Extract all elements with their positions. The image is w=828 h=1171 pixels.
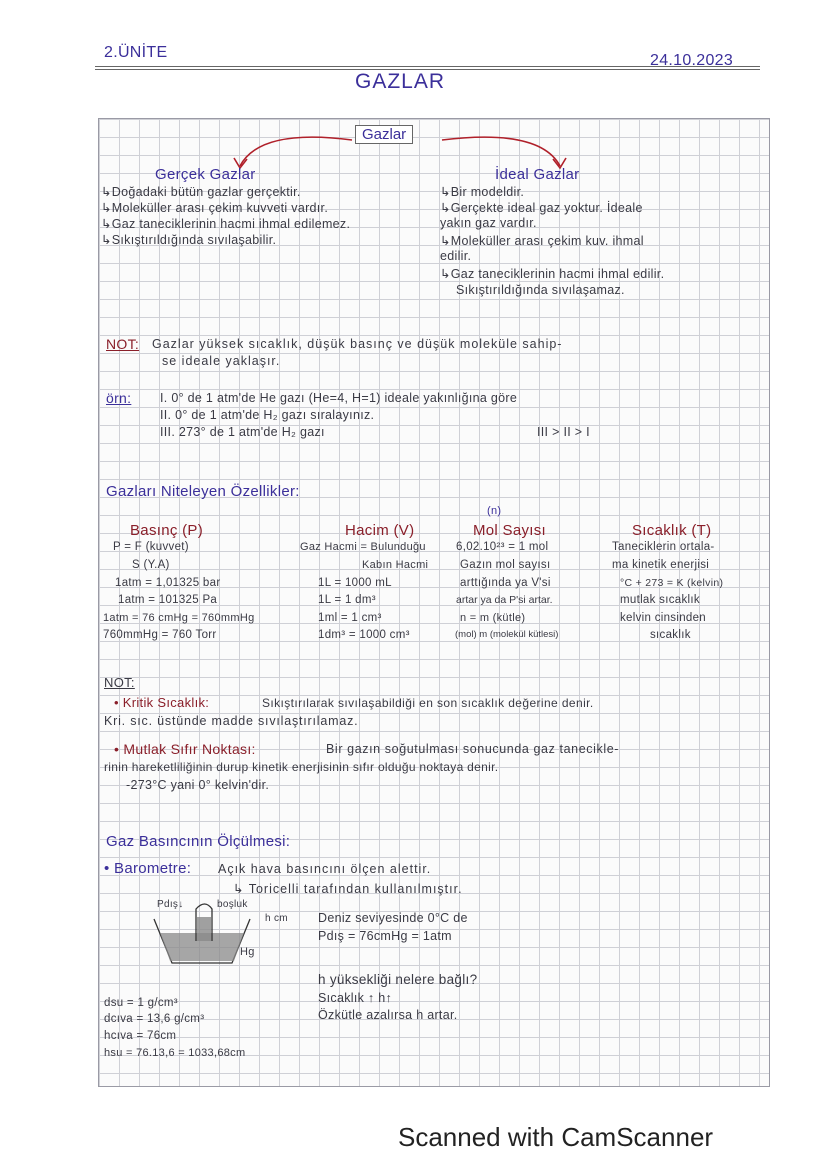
- temperature-line: Taneciklerin ortala-: [612, 541, 715, 553]
- volume-line: 1L = 1000 mL: [318, 577, 392, 589]
- pressure-line: P = F (kuvvet): [113, 541, 189, 553]
- temperature-line: sıcaklık: [650, 629, 691, 641]
- volume-line: 1dm³ = 1000 cm³: [318, 629, 410, 641]
- mol-line: (mol) m (molekül kütlesi): [455, 629, 559, 640]
- absolute-line: Bir gazın soğutulması sonucunda gaz tanecikle-: [326, 742, 620, 756]
- calc-line: hcıva = 76cm: [104, 1030, 177, 1042]
- real-item: ↳Doğadaki bütün gazlar gerçektir.: [101, 185, 301, 199]
- page-title: GAZLAR: [355, 70, 446, 93]
- pressure-line: 1atm = 1,01325 bar: [115, 577, 221, 589]
- mol-line: artar ya da P'si artar.: [456, 594, 553, 606]
- absolute-line: -273°C yani 0° kelvin'dir.: [126, 778, 270, 792]
- note-line: Gazlar yüksek sıcaklık, düşük basınç ve düşük moleküle sahip-: [152, 337, 563, 351]
- center-topic: Gazlar: [355, 125, 413, 144]
- header-rule: [95, 66, 760, 67]
- pressure-line: S (Y.A): [132, 559, 170, 571]
- ideal-item: ↳Moleküller arası çekim kuv. ihmal: [440, 234, 644, 248]
- calc-line: dcıva = 13,6 g/cm³: [104, 1013, 205, 1025]
- scanner-watermark: Scanned with CamScanner: [398, 1122, 714, 1152]
- pressure-line: 760mmHg = 760 Torr: [103, 629, 217, 641]
- example-line: III. 273° de 1 atm'de H₂ gazı: [160, 425, 325, 439]
- column-header-temperature: Sıcaklık (T): [632, 522, 712, 539]
- height-answer: Sıcaklık ↑ h↑: [318, 991, 393, 1005]
- temperature-line: mutlak sıcaklık: [620, 594, 700, 606]
- note2-label: NOT:: [104, 675, 135, 690]
- mol-line: 6,02.10²³ = 1 mol: [456, 541, 549, 553]
- mercury-label: Hg: [240, 946, 255, 958]
- absolute-line: rinin hareketliliğinin durup kinetik enerjisinin sıfır olduğu noktaya denir.: [104, 760, 499, 774]
- critical-line: Sıkıştırılarak sıvılaşabildiği en son sıcaklık değerine denir.: [262, 696, 594, 710]
- sea-level-line: Deniz seviyesinde 0°C de: [318, 911, 468, 925]
- height-label: h cm: [265, 913, 288, 924]
- mol-note: (n): [487, 505, 502, 517]
- ideal-item: edilir.: [440, 249, 472, 263]
- critical-line: Kri. sıc. üstünde madde sıvılaştırılamaz.: [104, 714, 359, 728]
- barometer-line: ↳ Toricelli tarafından kullanılmıştır.: [233, 882, 463, 896]
- column-header-volume: Hacim (V): [345, 522, 415, 539]
- example-answer: III > II > I: [537, 425, 590, 439]
- mol-line: Gazın mol sayısı: [460, 559, 551, 571]
- column-header-mol: Mol Sayısı: [473, 522, 547, 539]
- real-item: ↳Moleküller arası çekim kuvveti vardır.: [101, 201, 329, 215]
- example-line: II. 0° de 1 atm'de H₂ gazı sıralayınız.: [160, 408, 375, 422]
- volume-line: 1ml = 1 cm³: [318, 612, 382, 624]
- calc-line: dsu = 1 g/cm³: [104, 997, 178, 1009]
- ideal-item: ↳Bir modeldir.: [440, 185, 525, 199]
- barometer-term: • Barometre:: [104, 860, 192, 877]
- absolute-zero-term: • Mutlak Sıfır Noktası:: [114, 741, 256, 757]
- calc-line: hsu = 76.13,6 = 1033,68cm: [104, 1047, 246, 1059]
- real-gases-title: Gerçek Gazlar: [155, 166, 256, 183]
- temperature-line: °C + 273 = K (kelvin): [620, 577, 724, 589]
- mol-line: arttığında ya V'si: [460, 577, 551, 589]
- height-question: h yüksekliği nelere bağlı?: [318, 972, 478, 987]
- pressure-line: 1atm = 76 cmHg = 760mmHg: [103, 612, 255, 624]
- volume-line: 1L = 1 dm³: [318, 594, 376, 606]
- measurement-title: Gaz Basıncının Ölçülmesi:: [106, 833, 291, 850]
- real-item: ↳Sıkıştırıldığında sıvılaşabilir.: [101, 233, 277, 247]
- p-outside-label: Pdış↓: [157, 899, 184, 910]
- ideal-item: ↳Gaz taneciklerinin hacmi ihmal edilir.: [440, 267, 665, 281]
- real-item: ↳Gaz taneciklerinin hacmi ihmal edilemez.: [101, 217, 351, 231]
- mol-line: n = m (kütle): [460, 612, 526, 624]
- critical-term: • Kritik Sıcaklık:: [114, 695, 210, 710]
- temperature-line: ma kinetik enerjisi: [612, 559, 710, 571]
- date: 24.10.2023: [650, 52, 734, 69]
- barometer-line: Açık hava basıncını ölçen alettir.: [218, 862, 432, 876]
- temperature-line: kelvin cinsinden: [620, 612, 706, 624]
- example-label: örn:: [106, 390, 132, 406]
- properties-title: Gazları Niteleyen Özellikler:: [106, 483, 300, 500]
- volume-line: Gaz Hacmi = Bulunduğu: [300, 541, 426, 553]
- ideal-item: ↳Gerçekte ideal gaz yoktur. İdeale: [440, 201, 643, 215]
- pressure-line: 1atm = 101325 Pa: [118, 594, 218, 606]
- note-line: se ideale yaklaşır.: [162, 354, 281, 368]
- gap-label: boşluk: [217, 899, 248, 910]
- ideal-item: Sıkıştırıldığında sıvılaşamaz.: [456, 283, 625, 297]
- example-line: I. 0° de 1 atm'de He gazı (He=4, H=1) ideale yakınlığına göre: [160, 391, 518, 405]
- column-header-pressure: Basınç (P): [130, 522, 204, 539]
- note-label: NOT:: [106, 336, 140, 352]
- unit-label: 2.ÜNİTE: [104, 44, 168, 61]
- ideal-gases-title: İdeal Gazlar: [495, 166, 580, 183]
- ideal-item: yakın gaz vardır.: [440, 216, 537, 230]
- volume-line: Kabın Hacmi: [362, 559, 429, 571]
- sea-level-line: Pdış = 76cmHg = 1atm: [318, 929, 452, 943]
- height-answer: Özkütle azalırsa h artar.: [318, 1008, 458, 1022]
